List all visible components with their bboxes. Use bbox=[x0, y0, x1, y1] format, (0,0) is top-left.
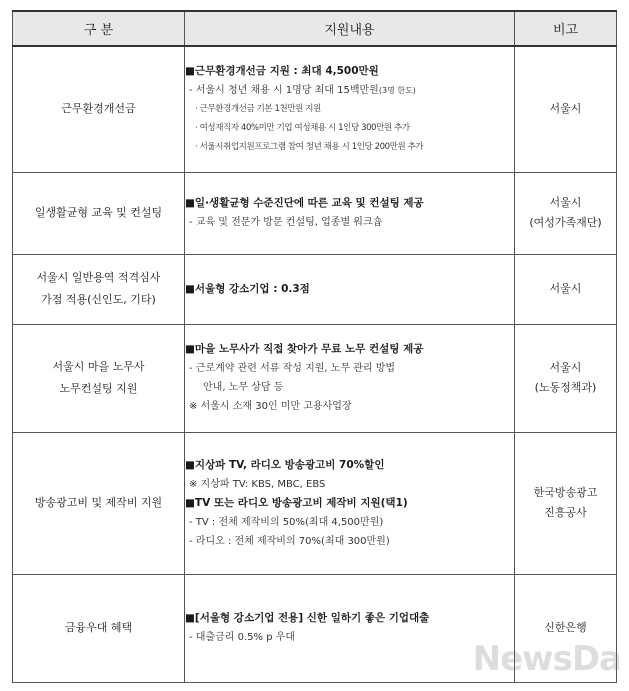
category-line: 가점 적용(신인도, 기타) bbox=[41, 293, 156, 306]
support-table bbox=[12, 10, 617, 683]
row-category bbox=[13, 172, 185, 254]
row-content bbox=[185, 432, 515, 574]
header-category: 구 분 bbox=[13, 11, 185, 46]
category-line: 노무컨설팅 지원 bbox=[59, 382, 138, 395]
row-content bbox=[185, 254, 515, 324]
row-content bbox=[185, 172, 515, 254]
note-line: 신한은행 bbox=[544, 621, 587, 634]
header-row bbox=[13, 11, 617, 46]
note-line: 서울시 bbox=[549, 361, 582, 374]
row-category bbox=[13, 254, 185, 324]
content-line: ■마을 노무사가 직접 찾아가 무료 노무 컨설팅 제공 bbox=[185, 343, 424, 355]
row-note bbox=[515, 324, 617, 432]
row-note bbox=[515, 46, 617, 172]
table-row bbox=[13, 254, 617, 324]
content-line: - 교육 및 전문가 방문 컨설팅, 업종별 워크숍 bbox=[189, 217, 383, 228]
category-line: 서울시 일반용역 적격심사 bbox=[36, 271, 161, 284]
content-line: ※ 지상파 TV: KBS, MBC, EBS bbox=[189, 478, 326, 490]
content-line: ■[서울형 강소기업 전용] 신한 일하기 좋은 기업대출 bbox=[185, 612, 430, 624]
table-row bbox=[13, 46, 617, 172]
content-line: ■근무환경개선금 지원 : 최대 4,500만원 bbox=[185, 64, 379, 77]
row-content bbox=[185, 46, 515, 172]
content-line: - 근로계약 관련 서류 작성 지원, 노무 관리 방법 bbox=[189, 363, 396, 374]
note-line: 서울시 bbox=[549, 282, 582, 295]
note-line: (노동정책과) bbox=[534, 381, 597, 394]
row-category bbox=[13, 574, 185, 682]
table-row bbox=[13, 432, 617, 574]
row-note bbox=[515, 432, 617, 574]
content-line: ■지상파 TV, 라디오 방송광고비 70%할인 bbox=[185, 458, 385, 471]
content-line: - 서울시 청년 채용 시 1명당 최대 15백만원(3명 한도) bbox=[189, 84, 416, 96]
header-content: 지원내용 bbox=[185, 11, 515, 46]
row-category bbox=[13, 324, 185, 432]
content-line: ■일·생활균형 수준진단에 따른 교육 및 컨설팅 제공 bbox=[185, 197, 424, 209]
table-row bbox=[13, 574, 617, 682]
note-line: 진흥공사 bbox=[544, 506, 587, 519]
row-content bbox=[185, 324, 515, 432]
note-line: 서울시 bbox=[549, 102, 582, 116]
content-line: ■서울형 강소기업 : 0.3점 bbox=[185, 282, 310, 295]
note-line: (여성가족재단) bbox=[529, 216, 602, 229]
category-line: 금융우대 혜택 bbox=[64, 621, 133, 634]
content-line: 안내, 노무 상담 등 bbox=[203, 382, 284, 393]
table-row bbox=[13, 172, 617, 254]
content-line: · 서울시취업지원프로그램 참여 청년 채용 시 1인당 200만원 추가 bbox=[195, 141, 424, 152]
content-line: - 라디오 : 전체 제작비의 70%(최대 300만원) bbox=[189, 535, 390, 547]
category-line: 근무환경개선금 bbox=[61, 102, 136, 116]
row-note bbox=[515, 172, 617, 254]
content-line: · 근무환경개선금 기본 1천만원 지원 bbox=[195, 103, 321, 114]
note-line: 한국방송광고 bbox=[533, 486, 598, 499]
row-category bbox=[13, 46, 185, 172]
content-line: - TV : 전체 제작비의 50%(최대 4,500만원) bbox=[189, 516, 384, 528]
newsda-watermark: NewsDa bbox=[472, 639, 621, 679]
category-line: 일생활균형 교육 및 컨설팅 bbox=[34, 206, 163, 219]
content-line: - 대출금리 0.5% p 우대 bbox=[189, 632, 296, 643]
note-line: 서울시 bbox=[549, 196, 582, 209]
content-line: ■TV 또는 라디오 방송광고비 제작비 지원(택1) bbox=[185, 496, 408, 509]
row-content bbox=[185, 574, 515, 682]
category-line: 서울시 마을 노무사 bbox=[52, 360, 145, 373]
content-line: ※ 서울시 소재 30인 미만 고용사업장 bbox=[189, 401, 352, 412]
row-category bbox=[13, 432, 185, 574]
category-line: 방송광고비 및 제작비 지원 bbox=[34, 496, 163, 509]
row-note bbox=[515, 574, 617, 682]
header-note: 비고 bbox=[515, 11, 617, 46]
table-row bbox=[13, 324, 617, 432]
row-note bbox=[515, 254, 617, 324]
content-line: · 여성재직자 40%미만 기업 여성채용 시 1인당 300만원 추가 bbox=[195, 122, 410, 133]
